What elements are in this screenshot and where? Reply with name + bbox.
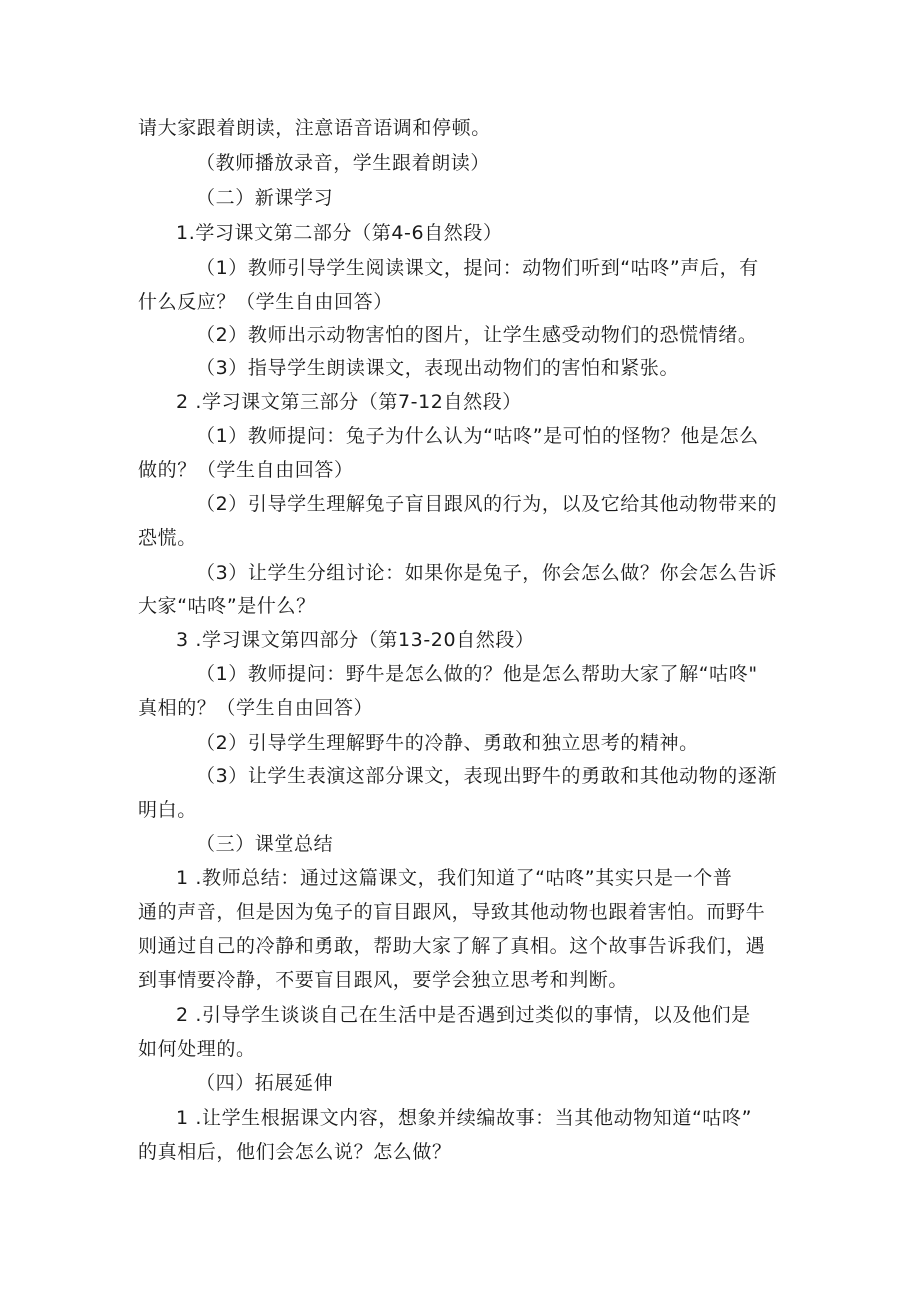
text-line: 1 .让学生根据课文内容，想象并续编故事：当其他动物知道“咕咚”: [176, 1107, 753, 1129]
subsection-heading: 2 .学习课文第三部分（第7-12自然段）: [176, 391, 522, 413]
text-line: 请大家跟着朗读，注意语音语调和停顿。: [138, 117, 491, 139]
subsection-heading: 3 .学习课文第四部分（第13-20自然段）: [176, 629, 535, 651]
text-line: 真相的？（学生自由回答）: [138, 697, 374, 719]
section-heading: （三）课堂总结: [196, 833, 334, 855]
text-line: （2）教师出示动物害怕的图片，让学生感受动物们的恐慌情绪。: [196, 324, 758, 346]
text-line: （1）教师引导学生阅读课文，提问：动物们听到“咕咚”声后，有: [196, 257, 759, 279]
text-line: 的真相后，他们会怎么说？怎么做？: [138, 1141, 452, 1163]
text-line: （1）教师提问：野牛是怎么做的？他是怎么帮助大家了解“咕咚": [196, 663, 758, 685]
text-line: （2）引导学生理解野牛的冷静、勇敢和独立思考的精神。: [196, 732, 699, 754]
text-line: （教师播放录音，学生跟着朗读）: [196, 152, 491, 174]
text-line: 什么反应？（学生自由回答）: [138, 291, 393, 313]
text-line: 1 .教师总结：通过这篇课文，我们知道了“咕咚”其实只是一个普: [176, 867, 733, 889]
subsection-heading: 1.学习课文第二部分（第4-6自然段）: [176, 222, 503, 244]
text-line: 则通过自己的冷静和勇敢，帮助大家了解了真相。这个故事告诉我们，遇: [138, 935, 766, 957]
section-heading: （四）拓展延伸: [196, 1072, 334, 1094]
section-heading: （二）新课学习: [196, 187, 334, 209]
text-line: （3）指导学生朗读课文，表现出动物们的害怕和紧张。: [196, 357, 680, 379]
text-line: 到事情要冷静，不要盲目跟风，要学会独立思考和判断。: [138, 969, 629, 991]
text-line: （3）让学生分组讨论：如果你是兔子，你会怎么做？你会怎么告诉: [196, 562, 778, 584]
text-line: （3）让学生表演这部分课文，表现出野牛的勇敢和其他动物的逐渐: [196, 765, 778, 787]
text-line: （2）引导学生理解兔子盲目跟风的行为，以及它给其他动物带来的: [196, 493, 778, 515]
text-line: 恐慌。: [138, 527, 197, 549]
text-line: 通的声音，但是因为兔子的盲目跟风，导致其他动物也跟着害怕。而野牛: [138, 901, 766, 923]
text-line: 2 .引导学生谈谈自己在生活中是否遇到过类似的事情，以及他们是: [176, 1004, 751, 1026]
text-line: 大家“咕咚”是什么？: [138, 595, 316, 617]
text-line: 做的？（学生自由回答）: [138, 459, 354, 481]
text-line: 如何处理的。: [138, 1038, 256, 1060]
text-line: （1）教师提问：兔子为什么认为“咕咚”是可怕的怪物？他是怎么: [196, 425, 759, 447]
text-line: 明白。: [138, 799, 197, 821]
